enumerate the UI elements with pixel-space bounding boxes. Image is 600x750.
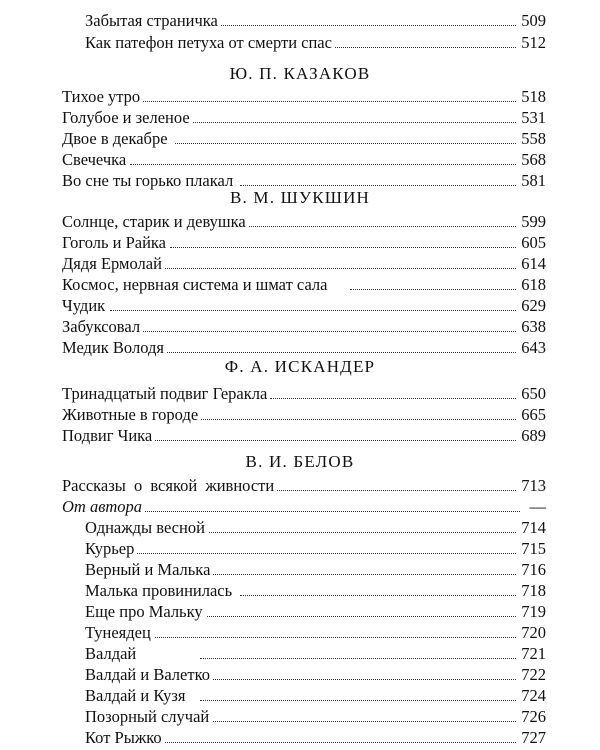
toc-entry [0,253,600,275]
toc-entry [0,404,600,426]
toc-entry [0,601,600,623]
dot-leader [200,574,522,575]
toc-entry-title: Голубое и зеленое [62,107,193,129]
toc-entry-title: Дядя Ермолай [62,253,165,275]
author-heading: В. И. БЕЛОВ [245,452,355,471]
toc-entry-page: 643 [517,337,546,359]
toc-entry-title: Тунеядец [85,622,154,644]
toc-entry-page: 720 [517,622,546,644]
toc-entry-page: 605 [517,232,546,254]
dot-leader [175,143,522,144]
toc-entry-title: Тихое утро [62,86,143,108]
toc-entry-page: 714 [517,517,546,539]
dot-leader [150,440,522,441]
toc-entry-title: Тринадцатый подвиг Геракла [62,383,270,405]
toc-entry-page: 629 [517,295,546,317]
toc-entry-title: Космос, нервная система и шмат сала [62,274,330,296]
toc-entry-title: Валдай [85,643,139,665]
dot-leader [270,490,522,491]
toc-entry [0,685,600,707]
toc-entry [0,517,600,539]
toc-entry-title: От автора [62,496,145,518]
dot-leader [270,398,522,399]
dot-leader [130,164,522,165]
toc-entry [0,622,600,644]
toc-entry-page: 618 [517,274,546,296]
toc-entry-title: Во сне ты горько плакал [62,170,236,192]
dot-leader [200,658,522,659]
toc-entry-title: Двое в декабре [62,128,171,150]
toc-entry-page: 614 [517,253,546,275]
dot-leader [185,122,522,123]
toc-entry-title: Курьер [85,538,137,560]
dot-leader [160,352,522,353]
toc-entry-page: — [520,496,547,518]
dot-leader [200,419,522,420]
toc-entry-page: 726 [517,706,546,728]
dot-leader [130,101,522,102]
toc-entry [0,496,600,518]
toc-entry [0,727,600,749]
toc-entry [0,559,600,581]
toc-entry-page: 722 [517,664,546,686]
toc-entry-page: 719 [517,601,546,623]
toc-entry-page: 568 [517,149,546,171]
toc-entry-page: 558 [517,128,546,150]
toc-entry-page: 531 [517,107,546,129]
toc-entry [0,274,600,296]
dot-leader [200,25,522,26]
toc-entry-page: 509 [517,10,546,32]
toc-entry [0,664,600,686]
dot-leader [200,700,522,701]
toc-entry-title: Подвиг Чика [62,425,155,447]
dot-leader [110,310,522,311]
toc-entry-title: Однажды весной [85,517,208,539]
dot-leader [130,553,522,554]
toc-entry-title: Верный и Малька [85,559,213,581]
author-heading: Ю. П. КАЗАКОВ [229,64,371,83]
toc-entry-title: Кот Рыжко [85,727,165,749]
toc-entry [0,425,600,447]
toc-entry-title: Забуксовал [62,316,143,338]
toc-entry-page: 650 [517,383,546,405]
toc-entry [0,538,600,560]
toc-entry-title: Свечечка [62,149,129,171]
author-heading: Ф. А. ИСКАНДЕР [224,357,376,376]
toc-entry-title: Медик Володя [62,337,167,359]
toc-entry [0,383,600,405]
dot-leader [130,511,522,512]
toc-entry-page: 724 [517,685,546,707]
toc-entry [0,706,600,728]
toc-entry-title: Как патефон петуха от смерти спас [85,32,335,54]
dot-leader [120,742,522,743]
toc-entry [0,475,600,497]
toc-entry-title: Валдай и Кузя [85,685,188,707]
author-heading: В. М. ШУКШИН [229,188,371,207]
dot-leader [200,532,522,533]
toc-entry-title: Забытая страничка [85,10,221,32]
toc-entry [0,580,600,602]
toc-entry-title: Солнце, старик и девушка [62,211,249,233]
dot-leader [240,226,522,227]
toc-entry [0,107,600,129]
dot-leader [350,289,522,290]
toc-entry [0,316,600,338]
toc-entry-page: 512 [517,32,546,54]
toc-entry [0,295,600,317]
toc-entry-page: 715 [517,538,546,560]
toc-entry-page: 518 [517,86,546,108]
toc-entry-page: 718 [517,580,546,602]
toc-entry [0,211,600,233]
toc-entry-page: 721 [517,643,546,665]
dot-leader [190,616,522,617]
toc-entry [0,149,600,171]
toc-entry-title: Гоголь и Райка [62,232,169,254]
toc-entry-page: 665 [517,404,546,426]
dot-leader [150,637,522,638]
toc-entry-title: Позорный случай [85,706,212,728]
toc-entry-title: Животные в городе [62,404,201,426]
toc-entry [0,643,600,665]
toc-entry-title: Валдай и Валетко [85,664,213,686]
dot-leader [160,268,522,269]
toc-entry-page: 727 [517,727,546,749]
dot-leader [190,679,522,680]
toc-entry [0,32,600,54]
toc-entry-page: 599 [517,211,546,233]
toc-entry-page: 713 [517,475,546,497]
toc-entry-page: 716 [517,559,546,581]
dot-leader [140,331,522,332]
toc-entry-title: Рассказы о всякой живности [62,475,277,497]
dot-leader [240,595,522,596]
toc-entry [0,10,600,32]
toc-entry-page: 581 [517,170,546,192]
toc-entry-title: Еще про Мальку [85,601,206,623]
toc-entry [0,232,600,254]
toc-entry [0,86,600,108]
toc-entry-title: Малька провинилась [85,580,235,602]
dot-leader [170,247,522,248]
toc-entry-page: 638 [517,316,546,338]
toc-entry-title: Чудик [62,295,108,317]
toc-entry-page: 689 [517,425,546,447]
toc-entry [0,128,600,150]
